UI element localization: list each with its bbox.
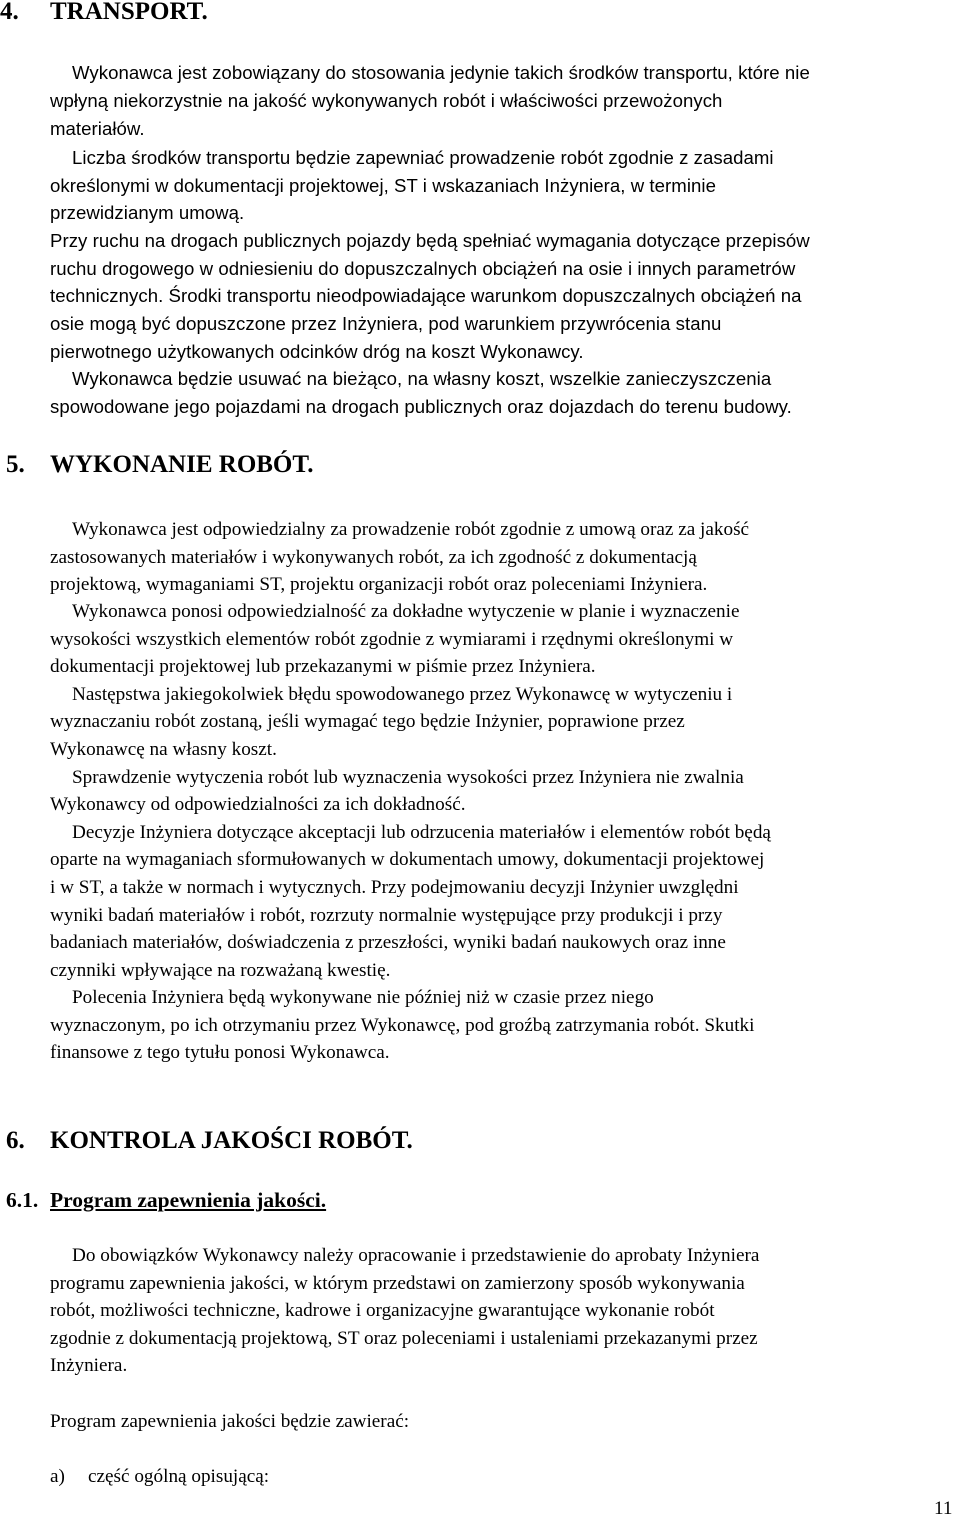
- section-4-line: osie mogą być dopuszczone przez Inżyniera, pod warunkiem przywrócenia stanu: [50, 313, 722, 334]
- section-5-line: wysokości wszystkich elementów robót zgodnie z wymiarami i rzędnymi określonymi w: [50, 629, 734, 650]
- section-5-title: WYKONANIE ROBÓT.: [50, 451, 314, 478]
- section-5-line: projektową, wymaganiami ST, projektu organizacji robót oraz poleceniami Inżyniera.: [50, 574, 708, 595]
- section-6-line: Inżyniera.: [50, 1355, 128, 1376]
- section-4-line: ruchu drogowego w odniesieniu do dopuszczalnych obciążeń na osie i innych parametrów: [50, 258, 796, 279]
- section-4-line: Przy ruchu na drogach publicznych pojazdy będą spełniać wymagania dotyczące przepisów: [50, 230, 810, 251]
- section-5-line: wyznaczonym, po ich otrzymaniu przez Wykonawcę, pod groźbą zatrzymania robót. Skutki: [50, 1015, 755, 1036]
- section-4-number: 4.: [0, 0, 19, 25]
- page-number: 11: [934, 1498, 953, 1519]
- section-4-line: technicznych. Środki transportu nieodpowiadające warunkom dopuszczalnych obciążeń na: [50, 285, 802, 306]
- section-6-number: 6.: [6, 1127, 25, 1154]
- section-5-line: Sprawdzenie wytyczenia robót lub wyznaczenia wysokości przez Inżyniera nie zwalnia: [72, 767, 744, 788]
- subsection-6-1-number: 6.1.: [6, 1188, 39, 1212]
- section-5-line: czynniki wpływające na rozważaną kwestię.: [50, 960, 391, 981]
- section-5-line: Wykonawcę na własny koszt.: [50, 739, 277, 760]
- section-4-line: Liczba środków transportu będzie zapewniać prowadzenie robót zgodnie z zasadami: [72, 147, 774, 168]
- section-6-line: robót, możliwości techniczne, kadrowe i organizacyjne gwarantujące wykonanie robót: [50, 1300, 715, 1321]
- section-6-line: zgodnie z dokumentacją projektową, ST oraz poleceniami i ustaleniami przekazanymi przez: [50, 1328, 758, 1349]
- section-5-line: Decyzje Inżyniera dotyczące akceptacji lub odrzucenia materiałów i elementów robót będą: [72, 822, 771, 843]
- section-4-line: wpłyną niekorzystnie na jakość wykonywanych robót i właściwości przewożonych: [50, 90, 723, 111]
- section-5-line: wyznaczaniu robót zostaną, jeśli wymagać tego będzie Inżynier, poprawione przez: [50, 711, 685, 732]
- program-intro: Program zapewnienia jakości będzie zawierać:: [50, 1411, 410, 1432]
- section-4-line: przewidzianym umową.: [50, 202, 245, 223]
- section-4-line: Wykonawca będzie usuwać na bieżąco, na własny koszt, wszelkie zanieczyszczenia: [72, 368, 772, 389]
- subsection-6-1-title: Program zapewnienia jakości.: [50, 1188, 327, 1212]
- section-5-line: Polecenia Inżyniera będą wykonywane nie później niż w czasie przez niego: [72, 987, 654, 1008]
- list-item-a-marker: a): [50, 1466, 65, 1487]
- section-5-line: dokumentacji projektowej lub przekazanymi w piśmie przez Inżyniera.: [50, 656, 596, 677]
- section-5-line: Wykonawcy od odpowiedzialności za ich dokładność.: [50, 794, 466, 815]
- section-5-line: Następstwa jakiegokolwiek błędu spowodowanego przez Wykonawcę w wytyczeniu i: [72, 684, 733, 705]
- section-4-line: Wykonawca jest zobowiązany do stosowania jedynie takich środków transportu, które nie: [72, 62, 810, 83]
- section-6-line: Do obowiązków Wykonawcy należy opracowanie i przedstawienie do aprobaty Inżyniera: [72, 1245, 760, 1266]
- section-4-line: pierwotnego użytkowanych odcinków dróg na koszt Wykonawcy.: [50, 341, 584, 362]
- section-5-line: finansowe z tego tytułu ponosi Wykonawca.: [50, 1042, 390, 1063]
- section-4-title: TRANSPORT.: [50, 0, 208, 25]
- section-5-line: i w ST, a także w normach i wytycznych. Przy podejmowaniu decyzji Inżynier uwzględni: [50, 877, 739, 898]
- section-5-number: 5.: [6, 451, 25, 478]
- section-6-line: programu zapewnienia jakości, w którym przedstawi on zamierzony sposób wykonywania: [50, 1273, 745, 1294]
- section-5-line: zastosowanych materiałów i wykonywanych robót, za ich zgodność z dokumentacją: [50, 547, 697, 568]
- section-4-line: spowodowane jego pojazdami na drogach publicznych oraz dojazdach do terenu budowy.: [50, 396, 792, 417]
- section-5-line: badaniach materiałów, doświadczenia z przeszłości, wyniki badań naukowych oraz inne: [50, 932, 726, 953]
- list-item-a-text: część ogólną opisującą:: [88, 1466, 270, 1487]
- section-6-title: KONTROLA JAKOŚCI ROBÓT.: [50, 1127, 413, 1154]
- section-5-line: wyniki badań materiałów i robót, rozrzuty normalnie występujące przy produkcji i przy: [50, 905, 723, 926]
- section-5-line: oparte na wymaganiach sformułowanych w dokumentach umowy, dokumentacji projektowej: [50, 849, 765, 870]
- section-5-line: Wykonawca ponosi odpowiedzialność za dokładne wytyczenie w planie i wyznaczenie: [72, 601, 740, 622]
- section-4-line: materiałów.: [50, 118, 145, 139]
- section-5-line: Wykonawca jest odpowiedzialny za prowadzenie robót zgodnie z umową oraz za jakość: [72, 519, 750, 540]
- section-4-line: określonymi w dokumentacji projektowej, ST i wskazaniach Inżyniera, w terminie: [50, 175, 716, 196]
